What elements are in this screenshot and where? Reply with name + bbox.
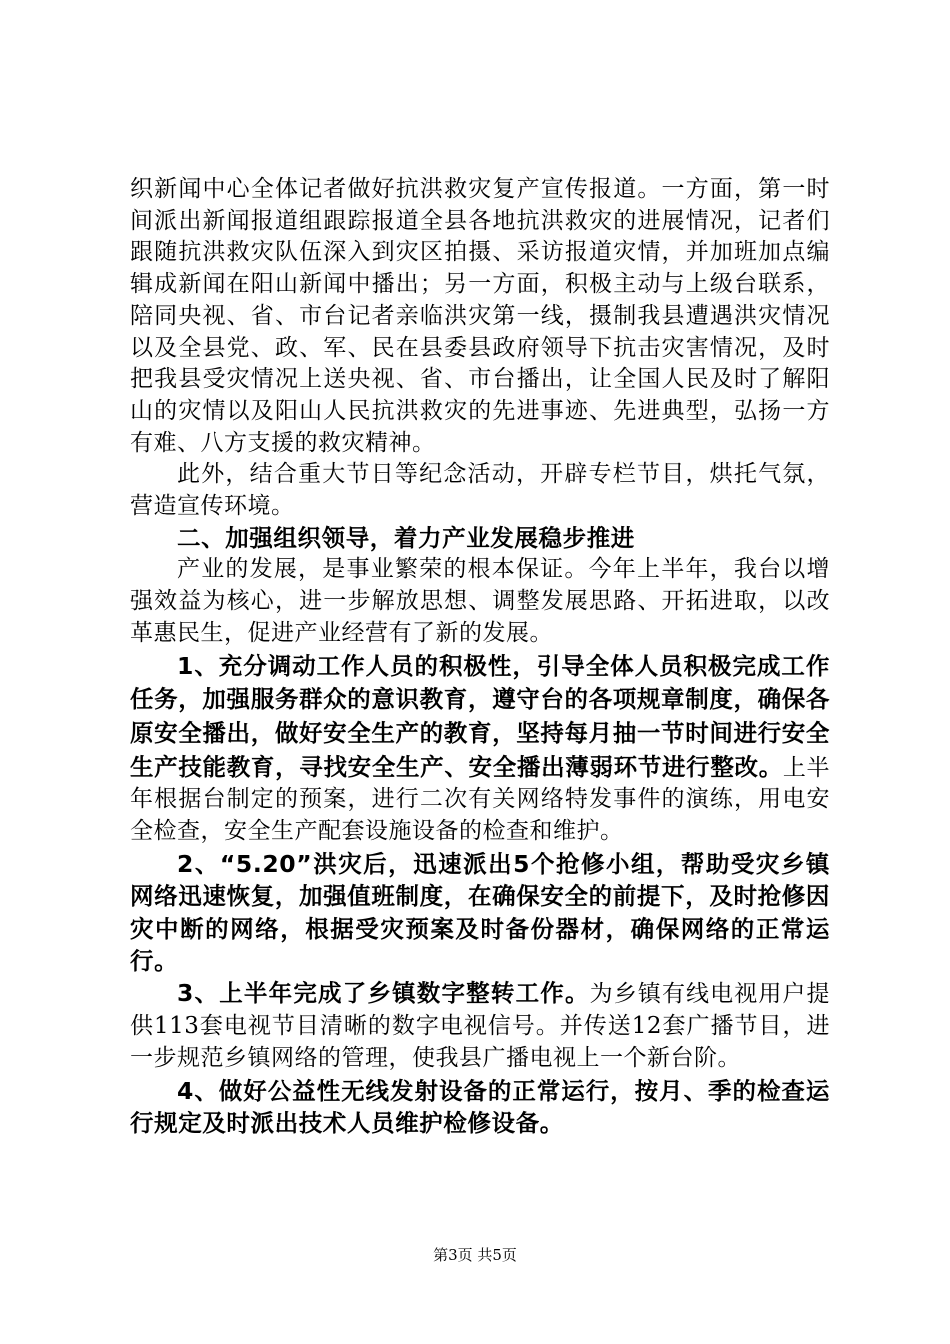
paragraph-special-programs: 此外，结合重大节日等纪念活动，开辟专栏节目，烘托气氛，营造宣传环境。 [130, 461, 830, 520]
paragraph-item-2: 2、“5.20”洪灾后，迅速派出5个抢修小组，帮助受灾乡镇网络迅速恢复，加强值班制度，在确保安全的前提下，及时抢修因灾中断的网络，根据受灾预案及时备份器材，确保网络的正常运行。 [130, 849, 830, 975]
item-3-regular-text: 为乡镇有线电视用户提供113套电视节目清晰的数字电视信号。并传送12套广播节目，进一步规范乡镇网络的管理，使我县广播电视上一个新台阶。 [130, 981, 830, 1071]
paragraph-industry-development: 产业的发展，是事业繁荣的根本保证。今年上半年，我台以增强效益为核心，进一步解放思想、调整发展思路、开拓进取，以改革惠民生，促进产业经营有了新的发展。 [130, 556, 830, 646]
paragraph-item-3 [130, 977, 830, 1074]
paragraph-flood-coverage: 织新闻中心全体记者做好抗洪救灾复产宣传报道。一方面，第一时间派出新闻报道组跟踪报道全县各地抗洪救灾的进展情况，记者们跟随抗洪救灾队伍深入到灾区拍摄、采访报道灾情，并加班加点编辑成新闻在阳山新闻中播出；另一方面，积极主动与上级台联系，陪同央视、省、市台记者亲临洪灾第一线，摄制我县遭遇洪灾情况以及全县党、政、军、民在县委县政府领导下抗击灾害情况，及时把我县受灾情况上送央视、省、市台播出，让全国人民及时了解阳山的灾情以及阳山人民抗洪救灾的先进事迹、先进典型，弘扬一方有难、八方支援的救灾精神。 [130, 176, 830, 456]
item-3-bold-text: 3、上半年完成了乡镇数字整转工作。 [177, 979, 590, 1008]
page-footer: 第3页 共5页 [433, 1246, 517, 1264]
paragraph-item-1 [130, 650, 830, 848]
paragraph-item-4: 4、做好公益性无线发射设备的正常运行，按月、季的检查运行规定及时派出技术人员维护检修设备。 [130, 1076, 830, 1137]
section-heading-industry: 二、加强组织领导，着力产业发展稳步推进 [177, 523, 635, 552]
item-1-regular-text: 上半年根据台制定的预案，进行二次有关网络特发事件的演练，用电安全检查，安全生产配套设施设备的检查和维护。 [130, 754, 831, 845]
item-1-bold-text: 1、充分调动工作人员的积极性，引导全体人员积极完成工作任务，加强服务群众的意识教育，遵守台的各项规章制度，确保各原安全播出，做好安全生产的教育，坚持每月抽一节时间进行安全生产技能教育，寻找安全生产、安全播出薄弱环节进行整改。 [130, 651, 830, 781]
document-body [130, 174, 830, 1139]
